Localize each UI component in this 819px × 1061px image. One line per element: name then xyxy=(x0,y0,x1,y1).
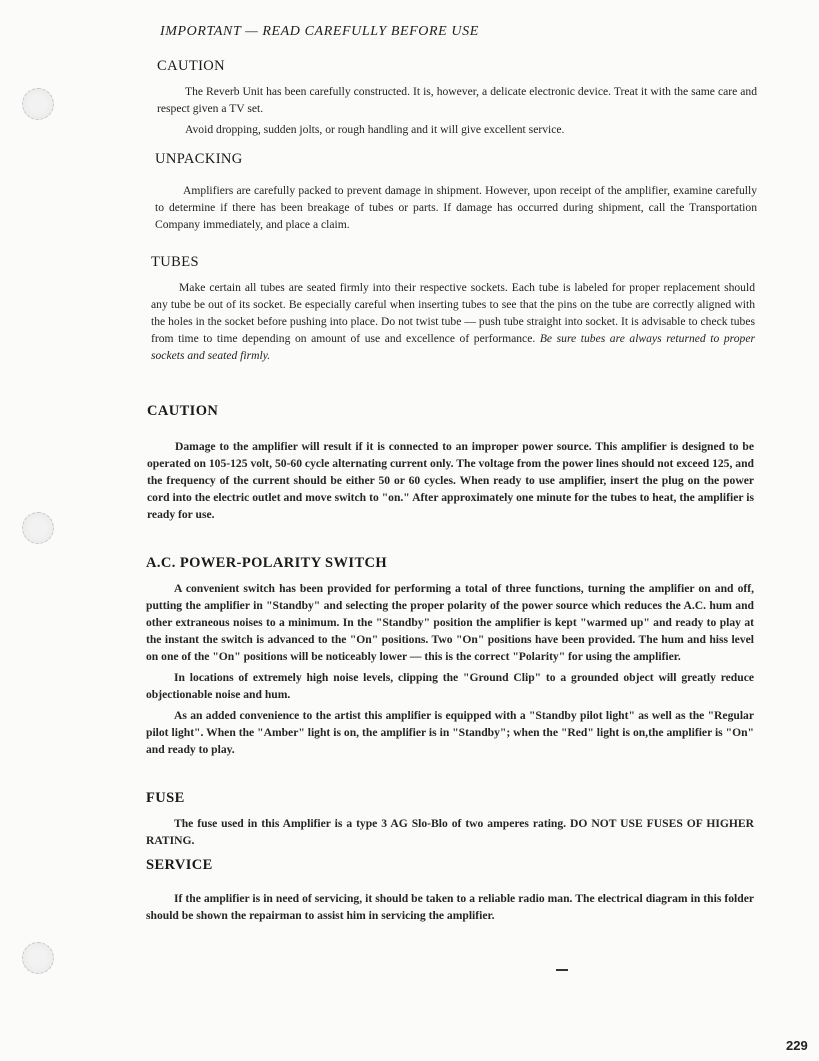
paragraph: If the amplifier is in need of servicing, it should be taken to a reliable radio man. The electrical diagram in this folder should be shown the repairman to assist him in servicing the amplifier. xyxy=(146,892,754,922)
section-fuse xyxy=(146,790,754,853)
paragraph: As an added convenience to the artist this amplifier is equipped with a "Standby pilot light" as well as the "Regular pilot light". When the "Amber" light is on, the amplifier is in "Standby"; when the "Red" light is on,the amplifier is "On" and ready to play. xyxy=(146,709,754,756)
section-title: TUBES xyxy=(151,254,199,270)
paragraph: Avoid dropping, sudden jolts, or rough handling and it will give excellent service. xyxy=(185,123,565,136)
section-title: SERVICE xyxy=(146,857,213,873)
paragraph: Damage to the amplifier will result if it is connected to an improper power source. This amplifier is designed to be operated on 105-125 volt, 50-60 cycle alternating current only. The voltage from the power lines should not exceed 125, and the frequency of the current should be either 50 or 60 cycles. When ready to use amplifier, insert the plug on the power cord into the electric outlet and move switch to "on." After approximately one minute for the tubes to heat, the amplifier is ready for use. xyxy=(147,440,754,521)
section-caution-2 xyxy=(147,403,754,527)
paragraph: Make certain all tubes are seated firmly into their respective sockets. Each tube is labeled for proper replacement should any tube be out of its socket. Be especially careful when inserting tubes to see that the pins on the tube are correctly aligned with the holes in the socket before pushing into place. Do not twist tube — push tube straight into socket. It is advisable to check tubes from time to time depending on amount of use and excellence of performance. xyxy=(151,281,755,345)
paragraph: In locations of extremely high noise levels, clipping the "Ground Clip" to a grounded object will greatly reduce objectionable noise and hum. xyxy=(146,671,754,701)
section-tubes xyxy=(151,254,755,368)
section-unpacking xyxy=(155,151,757,237)
paragraph: The Reverb Unit has been carefully constructed. It is, however, a delicate electronic device. Treat it with the same care and respect given a TV set. xyxy=(157,85,757,115)
binder-hole xyxy=(22,512,54,544)
binder-hole xyxy=(22,88,54,120)
paragraph: The fuse used in this Amplifier is a type 3 AG Slo-Blo of two amperes rating. DO NOT USE FUSES OF HIGHER RATING. xyxy=(146,817,754,847)
page-number: 229 xyxy=(786,1038,808,1053)
page-header: IMPORTANT — READ CAREFULLY BEFORE USE xyxy=(160,24,479,39)
section-title: A.C. POWER-POLARITY SWITCH xyxy=(146,555,388,571)
binder-hole xyxy=(22,942,54,974)
section-service xyxy=(146,857,754,928)
paragraph-emphasis: Be sure tubes are always returned to proper sockets and seated firmly. xyxy=(151,332,755,362)
paragraph: Amplifiers are carefully packed to prevent damage in shipment. However, upon receipt of the amplifier, examine carefully to determine if there has been breakage of tubes or parts. If damage has occurred during shipment, call the Transportation Company immediately, and place a claim. xyxy=(155,184,757,231)
footer-mark xyxy=(556,969,568,971)
section-ac-power-polarity-switch xyxy=(146,555,754,762)
paragraph: A convenient switch has been provided for performing a total of three functions, turning the amplifier on and off, putting the amplifier in "Standby" and selecting the proper polarity of the power source which reduces the A.C. hum and other extraneous noises to a minimum. In the "Standby" position the amplifier is kept "warmed up" and ready to play at the instant the switch is advanced to the "On" positions. Two "On" positions have been provided. The hum and hiss level on one of the "On" positions will be noticeably lower — this is the correct "Polarity" for using the amplifier. xyxy=(146,582,754,663)
section-caution-1 xyxy=(157,58,757,142)
section-title: CAUTION xyxy=(157,58,226,74)
section-title: CAUTION xyxy=(147,403,219,419)
section-title: UNPACKING xyxy=(155,151,243,167)
section-title: FUSE xyxy=(146,790,185,806)
